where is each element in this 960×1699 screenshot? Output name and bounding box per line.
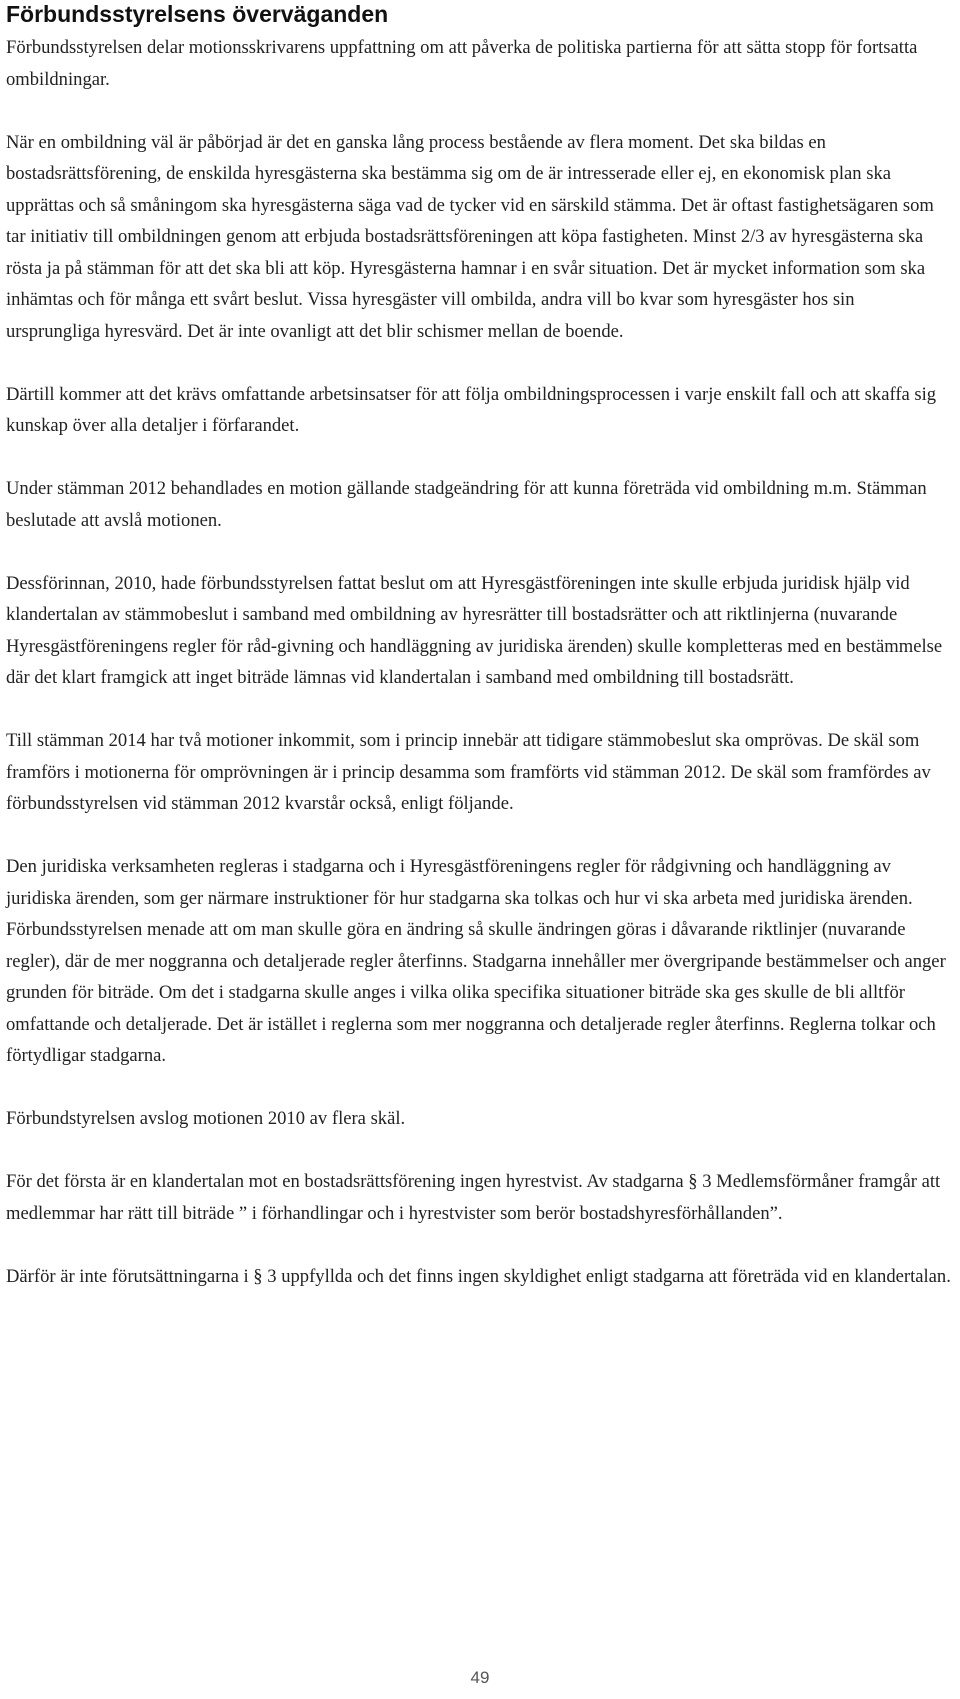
body-text (6, 32, 952, 1292)
paragraph-4: Under stämman 2012 behandlades en motion gällande stadgeändring för att kunna företräda vid ombildning m.m. Stämman beslutade att avslå motionen. (6, 478, 927, 531)
paragraph-1: Förbundsstyrelsen delar motionsskrivarens uppfattning om att påverka de politiska partierna för att sätta stopp för fortsatta ombildningar. (6, 37, 918, 90)
paragraph-9: För det första är en klandertalan mot en bostadsrättsförening ingen hyrestvist. Av stadgarna § 3 Medlemsförmåner framgår att medlemmar har rätt till biträde ” i förhandlingar och i hyrestvister som berör bostadshyresförhållanden”. (6, 1171, 941, 1224)
paragraph-8: Förbundstyrelsen avslog motionen 2010 av flera skäl. (6, 1108, 406, 1129)
page-number: 49 (470, 1668, 490, 1687)
paragraph-5: Dessförinnan, 2010, hade förbundsstyrelsen fattat beslut om att Hyresgästföreningen inte skulle erbjuda juridisk hjälp vid klandertalan av stämmobeslut i samband med ombildning av hyresrätter till bostadsrätter och att riktlinjerna (nuvarande Hyresgästföreningens regler för råd-givning och handläggning av juridiska ärenden) skulle kompletteras med en bestämmelse där det klart framgick att inget biträde lämnas vid klandertalan i samband med ombildning till bostadsrätt. (6, 572, 943, 688)
paragraph-2: När en ombildning väl är påbörjad är det en ganska lång process bestående av flera moment. Det ska bildas en bostadsrättsförening, de enskilda hyresgästerna ska bestämma sig om de är intresserade eller ej, en ekonomisk plan ska upprättas och så småningom ska hyresgästerna säga vad de tycker vid en särskild stämma. Det är oftast fastighetsägaren som tar initiativ till ombildningen genom att erbjuda bostadsrättsföreningen att köpa fastigheten. Minst 2/3 av hyresgästerna ska rösta ja på stämman för att det ska bli att köp. Hyresgästerna hamnar i en svår situation. Det är mycket information som ska inhämtas och för många ett svårt beslut. Vissa hyresgäster vill ombilda, andra vill bo kvar som hyresgäster hos sin ursprungliga hyresvärd. Det är inte ovanligt att det blir schismer mellan de boende. (6, 131, 934, 342)
paragraph-10: Därför är inte förutsättningarna i § 3 uppfyllda och det finns ingen skyldighet enligt stadgarna att företräda vid en klandertalan. (6, 1265, 951, 1287)
paragraph-7: Den juridiska verksamheten regleras i stadgarna och i Hyresgästföreningens regler för rådgivning och handläggning av juridiska ärenden, som ger närmare instruktioner för hur stadgarna ska tolkas och hur vi ska arbeta med juridiska ärenden. Förbundsstyrelsen menade att om man skulle göra en ändring så skulle ändringen göras i dåvarande riktlinjer (nuvarande regler), där de mer noggranna och detaljerade regler återfinns. Stadgarna innehåller mer övergripande bestämmelser och anger grunden för biträde. Om det i stadgarna skulle anges i vilka olika specifika situationer biträde ska ges skulle de bli alltför omfattande och detaljerade. Det är istället i reglerna som mer noggranna och detaljerade regler återfinns. Reglerna tolkar och förtydligar stadgarna. (6, 856, 946, 1066)
paragraph-6: Till stämman 2014 har två motioner inkommit, som i princip innebär att tidigare stämmobeslut ska omprövas. De skäl som framförs i motionerna för omprövningen är i princip desamma som framförts vid stämman 2012. De skäl som framfördes av förbundsstyrelsen vid stämman 2012 kvarstår också, enligt följande. (6, 730, 931, 814)
paragraph-3: Därtill kommer att det krävs omfattande arbetsinsatser för att följa ombildningsprocessen i varje enskilt fall och att skaffa sig kunskap över alla detaljer i förfarandet. (6, 383, 937, 436)
section-heading: Förbundsstyrelsens överväganden (6, 1, 389, 27)
